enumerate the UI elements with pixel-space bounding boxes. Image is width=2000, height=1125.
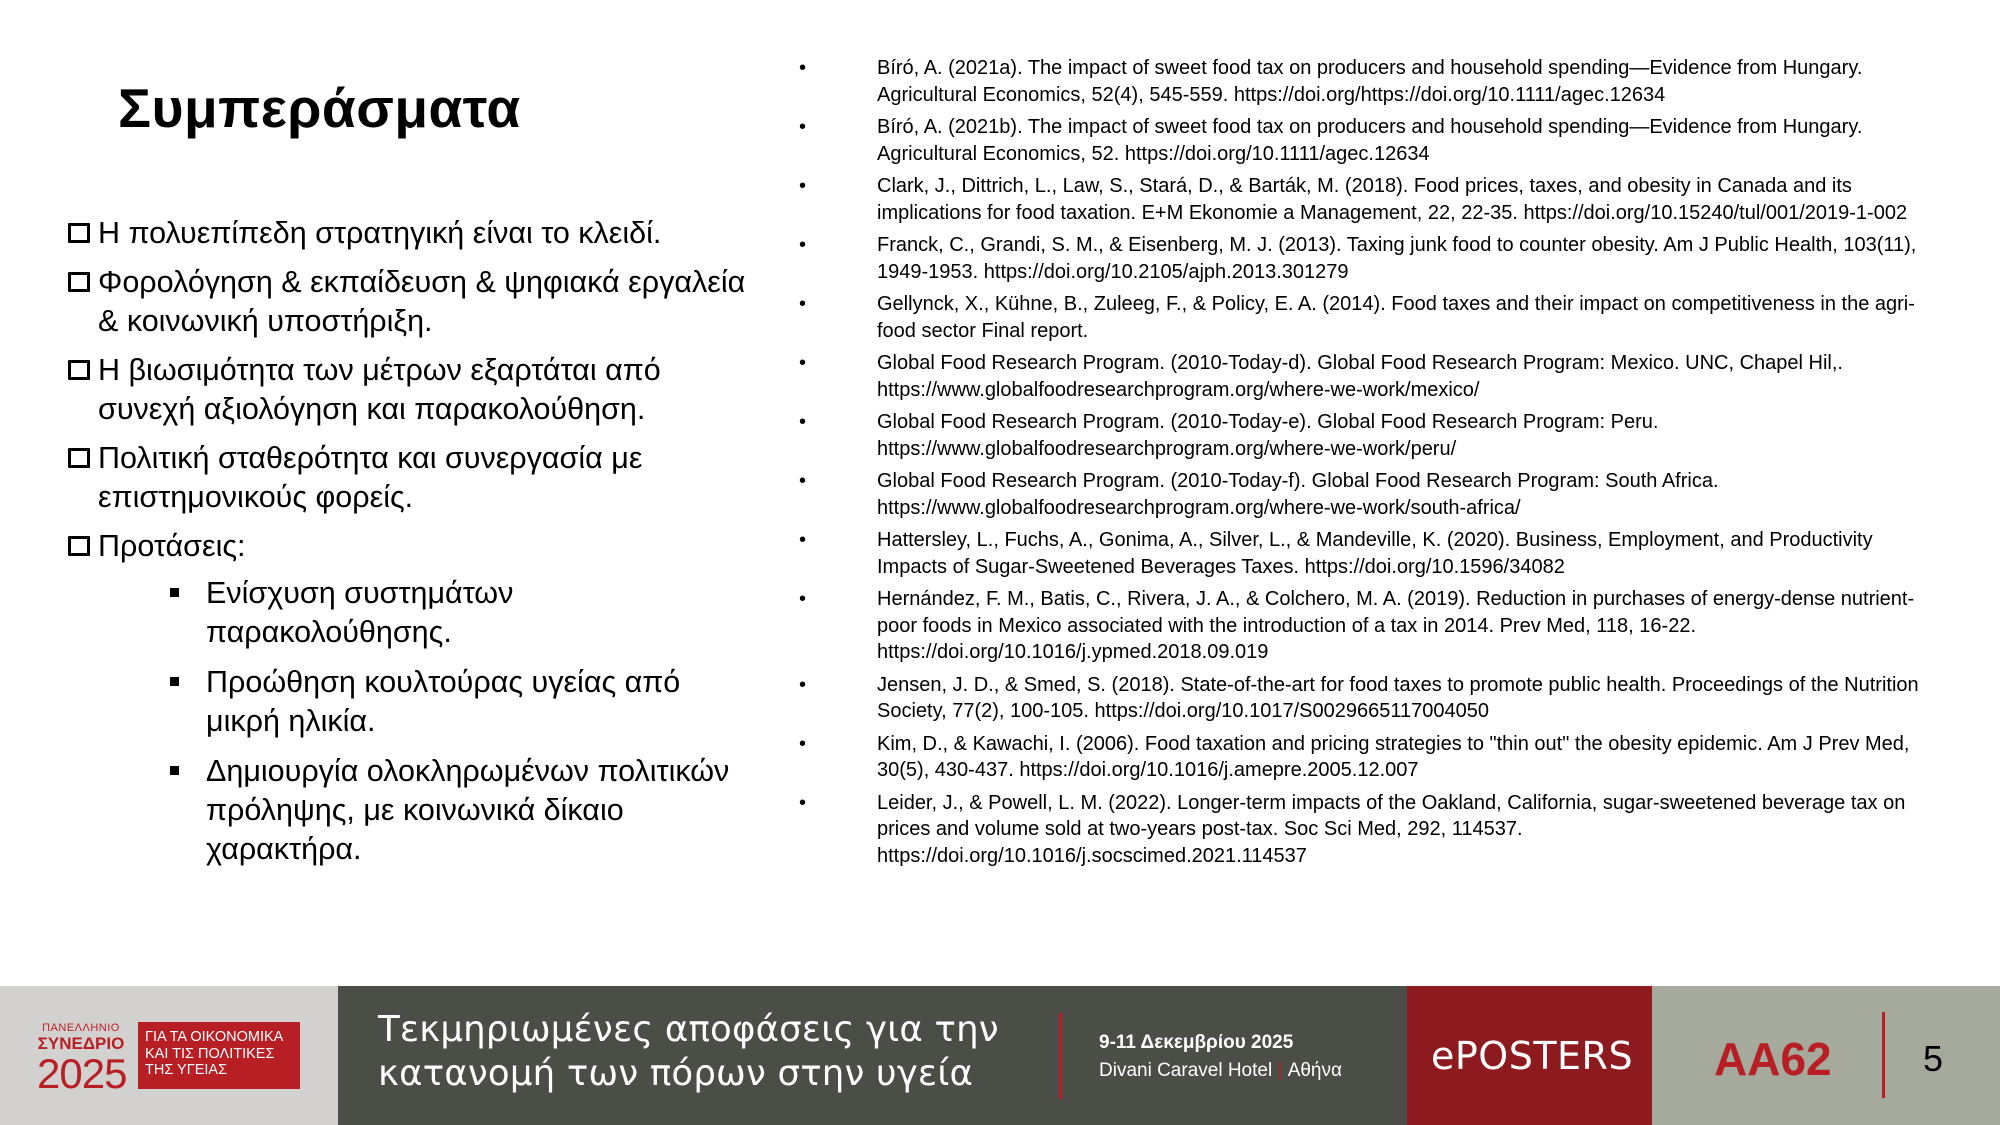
conference-dates: 9-11 Δεκεμβρίου 2025: [1099, 1032, 1294, 1053]
logo-box-line: ΤΗΣ ΥΓΕΙΑΣ: [145, 1062, 228, 1078]
reference-text: Franck, C., Grandi, S. M., & Eisenberg, M. J. (2013). Taxing junk food to counter obesity. Am J Public Health, 103(11), 1949-1953. https://doi.org/10.2105/ajph.2013.301279: [877, 234, 1917, 283]
checkbox-bullet-icon: [68, 536, 90, 556]
reference-item: [795, 350, 1925, 403]
logo-box-line: ΓΙΑ ΤΑ ΟΙΚΟΝΟΜΙΚΑ: [145, 1029, 284, 1045]
theme-section: [338, 986, 1407, 1125]
slide-title: Συμπεράσματα: [118, 77, 521, 139]
conclusion-text: Η πολυεπίπεδη στρατηγική είναι το κλειδί.: [98, 216, 662, 250]
proposal-text: Ενίσχυση συστημάτων παρακολούθησης.: [206, 576, 514, 649]
bullet-icon: •: [799, 116, 807, 138]
reference-item: [795, 291, 1925, 344]
reference-item: [795, 468, 1925, 521]
proposals-list: [170, 574, 758, 869]
reference-text: Global Food Research Program. (2010-Today-e). Global Food Research Program: Peru. https://www.globalfoodresearchprogram.org/where-we-work/peru/: [877, 411, 1659, 460]
reference-text: Kim, D., & Kawachi, I. (2006). Food taxation and pricing strategies to "thin out" the obesity epidemic. Am J Prev Med, 30(5), 430-437. https://doi.org/10.1016/j.amepre.2005.12.007: [877, 732, 1910, 781]
reference-text: Leider, J., & Powell, L. M. (2022). Longer-term impacts of the Oakland, California, sugar-sweetened beverage tax on prices and volume sold at two-years post-tax. Soc Sci Med, 292, 114537. https://doi.org/10.1016/j.socscimed.2021.114537: [877, 791, 1906, 867]
square-bullet-icon: [170, 588, 179, 597]
bullet-icon: •: [799, 470, 807, 492]
bullet-icon: •: [799, 791, 807, 814]
reference-item: [795, 232, 1925, 285]
proposal-item: [170, 752, 758, 869]
reference-text: Gellynck, X., Kühne, B., Zuleeg, F., & Policy, E. A. (2014). Food taxes and their impact on competitiveness in the agri-food sector Final report.: [877, 293, 1915, 342]
proposal-text: Δημιουργία ολοκληρωμένων πολιτικών πρόληψης, με κοινωνικά δίκαιο χαρακτήρα.: [206, 754, 730, 866]
bullet-icon: •: [799, 588, 807, 610]
logo-red-box: [138, 1022, 300, 1089]
reference-text: Bíró, A. (2021a). The impact of sweet food tax on producers and household spending—Evidence from Hungary. Agricultural Economics, 52(4), 545-559. https://doi.org/https://doi.org/10.1111/agec.12634: [877, 57, 1863, 106]
page-number: 5: [1923, 1038, 1944, 1079]
reference-item: [795, 790, 1925, 870]
bullet-icon: •: [799, 57, 807, 79]
bullet-icon: •: [799, 293, 807, 315]
reference-text: Hattersley, L., Fuchs, A., Gonima, A., Silver, L., & Mandeville, K. (2020). Business, Employment, and Productivity Impacts of Sugar-Sweetened Beverages Taxes. https://doi.org/10.1596/34082: [877, 529, 1873, 578]
poster-code: AA62: [1714, 1033, 1832, 1085]
checkbox-bullet-icon: [68, 223, 90, 243]
theme-line: κατανομή των πόρων στην υγεία: [378, 1053, 974, 1094]
conclusions-list: [68, 214, 758, 880]
conclusion-text: Φορολόγηση & εκπαίδευση & ψηφιακά εργαλεία & κοινωνική υποστήριξη.: [98, 265, 746, 338]
bullet-icon: •: [799, 732, 807, 755]
reference-item: [795, 409, 1925, 462]
reference-text: Global Food Research Program. (2010-Today-f). Global Food Research Program: South Africa. https://www.globalfoodresearchprogram.org/where-we-work/south-africa/: [877, 470, 1719, 519]
conclusion-text: Πολιτική σταθερότητα και συνεργασία με επιστημονικούς φορείς.: [98, 441, 643, 514]
checkbox-bullet-icon: [68, 272, 90, 292]
bullet-icon: •: [799, 175, 807, 197]
conference-theme: [378, 1008, 999, 1096]
reference-text: Hernández, F. M., Batis, C., Rivera, J. A., & Colchero, M. A. (2019). Reduction in purchases of energy-dense nutrient-poor foods in Mexico associated with the introduction of a tax in 2014. Prev Med, 118, 16-22. https://doi.org/10.1016/j.ypmed.2018.09.019: [877, 588, 1915, 663]
reference-text: Jensen, J. D., & Smed, S. (2018). State-of-the-art for food taxes to promote public health. Proceedings of the Nutrition Society, 77(2), 100-105. https://doi.org/10.1017/S0029665117004050: [877, 673, 1919, 722]
conclusion-item: [68, 351, 758, 429]
logo-line2: ΣΥΝΕΔΡΙΟ: [37, 1034, 125, 1053]
reference-item: [795, 672, 1925, 725]
checkbox-bullet-icon: [68, 448, 90, 468]
conclusion-item: [68, 214, 758, 253]
divider: [1882, 1012, 1885, 1098]
bullet-icon: •: [799, 234, 807, 256]
divider: [1059, 1013, 1062, 1099]
conclusion-item: [68, 439, 758, 517]
reference-item: [795, 731, 1925, 784]
bullet-icon: •: [799, 411, 807, 433]
conclusion-item: [68, 263, 758, 341]
venue-city: Αθήνα: [1287, 1060, 1342, 1081]
checkbox-bullet-icon: [68, 360, 90, 380]
venue-hotel: Divani Caravel Hotel: [1099, 1060, 1273, 1081]
reference-text: Clark, J., Dittrich, L., Law, S., Stará, D., & Barták, M. (2018). Food prices, taxes, and obesity in Canada and its implications for food taxation. E+M Ekonomie a Management, 22, 22-35. https://doi.org/10.15240/tul/001/2019-1-002: [877, 175, 1908, 224]
references-list: [795, 55, 1925, 875]
conclusion-text: Προτάσεις:: [98, 529, 246, 563]
eposters-label: ePOSTERS: [1407, 986, 1652, 1125]
logo-year: 2025: [37, 1050, 127, 1097]
proposal-item: [170, 574, 758, 652]
square-bullet-icon: [170, 766, 179, 775]
reference-text: Bíró, A. (2021b). The impact of sweet food tax on producers and household spending—Evidence from Hungary. Agricultural Economics, 52. https://doi.org/10.1111/agec.12634: [877, 116, 1863, 165]
theme-line: Τεκμηριωμένες αποφάσεις για την: [378, 1009, 999, 1050]
square-bullet-icon: [170, 677, 179, 686]
reference-item: [795, 55, 1925, 108]
reference-item: [795, 173, 1925, 226]
proposal-text: Προώθηση κουλτούρας υγείας από μικρή ηλικία.: [206, 665, 681, 738]
conclusion-item: [68, 527, 758, 566]
venue-separator: |: [1277, 1060, 1283, 1081]
reference-item: [795, 586, 1925, 666]
reference-item: [795, 114, 1925, 167]
bullet-icon: •: [799, 529, 807, 551]
logo-line1: ΠΑΝΕΛΛΗΝΙΟ: [42, 1022, 120, 1034]
conclusion-text: Η βιωσιμότητα των μέτρων εξαρτάται από συνεχή αξιολόγηση και παρακολούθηση.: [98, 353, 661, 426]
reference-text: Global Food Research Program. (2010-Today-d). Global Food Research Program: Mexico. UNC, Chapel Hil,. https://www.globalfoodresearchprogram.org/where-we-work/mexico/: [877, 352, 1843, 401]
conference-logo: [0, 986, 338, 1125]
poster-code-section: [1652, 986, 2000, 1125]
proposal-item: [170, 663, 758, 741]
logo-year-block: [37, 1022, 125, 1096]
reference-item: [795, 527, 1925, 580]
footer-banner: [0, 986, 2000, 1125]
logo-box-line: ΚΑΙ ΤΙΣ ΠΟΛΙΤΙΚΕΣ: [145, 1045, 275, 1062]
conference-venue: [1099, 1058, 1342, 1084]
bullet-icon: •: [799, 352, 807, 374]
bullet-icon: •: [799, 673, 807, 696]
